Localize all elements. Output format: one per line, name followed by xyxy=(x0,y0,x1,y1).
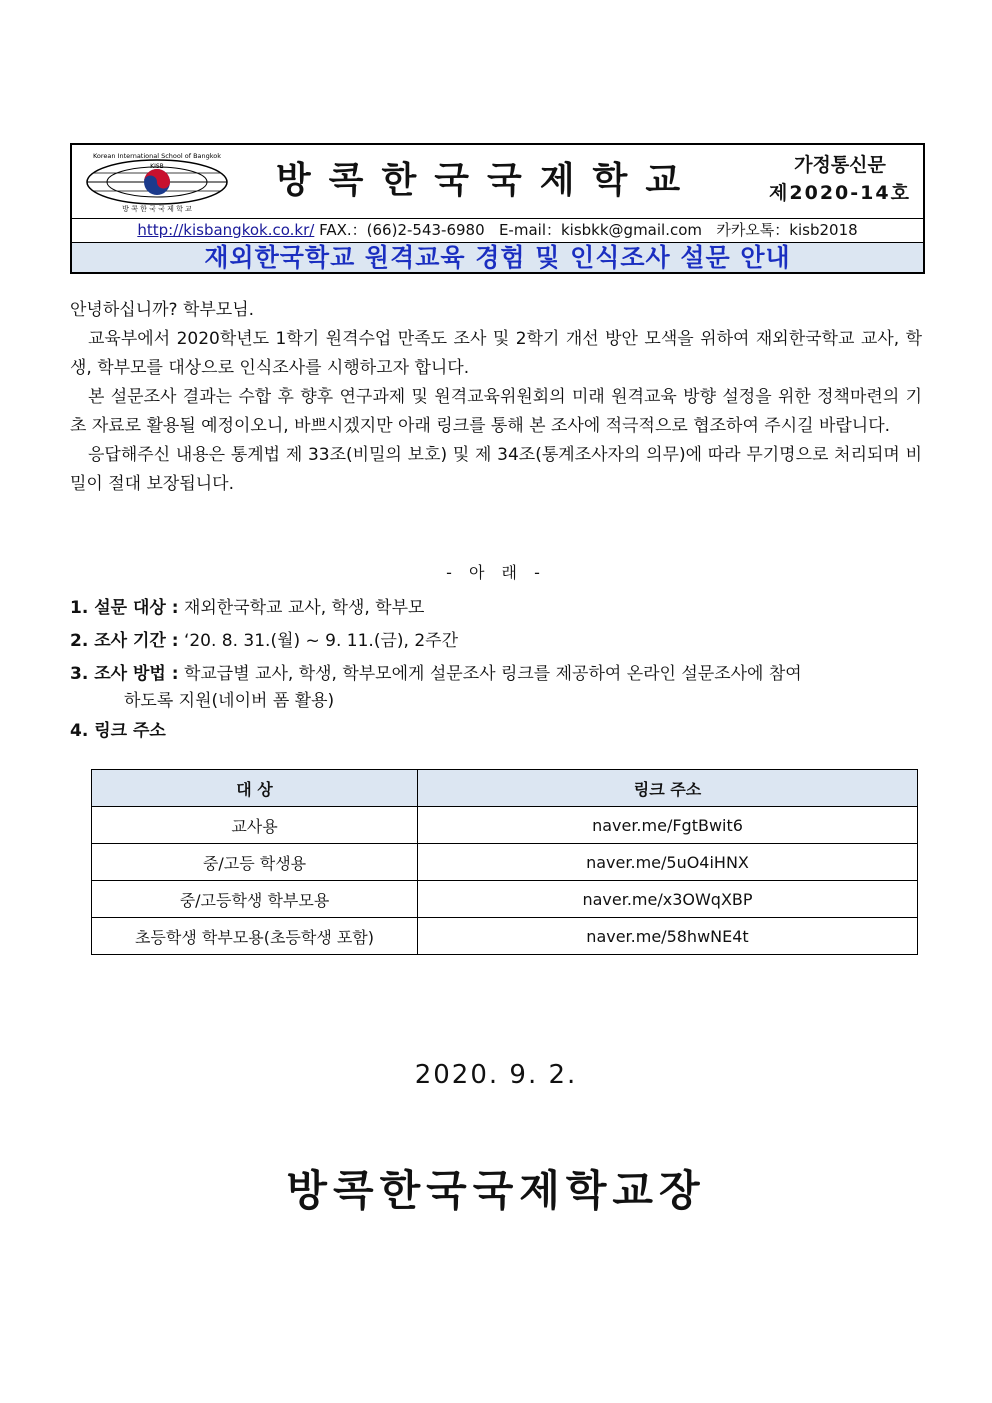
paragraph-3: 응답해주신 내용은 통계법 제 33조(비밀의 보호) 및 제 34조(통계조사자의 의무)에 따라 무기명으로 처리되며 비밀이 절대 보장됩니다. xyxy=(70,445,922,494)
letterhead xyxy=(70,143,925,274)
link-table xyxy=(91,769,918,955)
svg-text:방 콕 한 국 국 제 학 교: 방 콕 한 국 국 제 학 교 xyxy=(122,205,192,213)
target-cell: 교사용 xyxy=(92,807,418,844)
email: E-mail：kisbkk@gmail.com xyxy=(498,221,703,239)
greeting: 안녕하십니까? 학부모님. xyxy=(70,300,255,320)
item-text: 재외한국학교 교사, 학생, 학부모 xyxy=(183,598,425,618)
letterhead-top xyxy=(72,145,923,219)
list-item xyxy=(70,625,922,658)
principal-signature: 방콕한국국제학교장 xyxy=(286,1166,706,1215)
item-label: 3. 조사 방법 : xyxy=(70,664,179,684)
item-label: 1. 설문 대상 : xyxy=(70,598,179,618)
ah-marker: - 아 래 - xyxy=(446,563,546,582)
letter-body xyxy=(70,296,922,499)
list-item xyxy=(70,658,922,715)
target-cell: 초등학생 학부모용(초등학생 포함) xyxy=(92,918,418,955)
contact-line xyxy=(72,218,923,243)
paragraph-1: 교육부에서 2020학년도 1학기 원격수업 만족도 조사 및 2학기 개선 방안 모색을 위하여 재외한국학교 교사, 학생, 학부모를 대상으로 인식조사를 시행하고자 합니다. xyxy=(70,329,922,378)
issue-date: 2020. 9. 2. xyxy=(414,1060,578,1090)
target-cell: 중/고등 학생용 xyxy=(92,844,418,881)
target-cell: 중/고등학생 학부모용 xyxy=(92,881,418,918)
fax: FAX.：(66)2-543-6980 xyxy=(319,221,485,239)
table-row xyxy=(92,844,918,881)
link-cell[interactable]: naver.me/FgtBwit6 xyxy=(418,807,918,844)
table-row xyxy=(92,918,918,955)
svg-text:KISB: KISB xyxy=(150,163,164,170)
link-cell[interactable]: naver.me/5uO4iHNX xyxy=(418,844,918,881)
notice-title: 재외한국학교 원격교육 경험 및 인식조사 설문 안내 xyxy=(72,243,923,272)
svg-text:Korean International School of: Korean International School of Bangkok xyxy=(92,152,222,160)
list-item xyxy=(70,592,922,625)
kakao: 카카오톡：kisb2018 xyxy=(716,221,858,239)
header-target: 대 상 xyxy=(92,770,418,807)
item-label: 2. 조사 기간 : xyxy=(70,631,179,651)
list-item xyxy=(70,715,922,748)
newsletter-info xyxy=(765,151,915,207)
item-continuation: 하도록 지원(네이버 폼 활용) xyxy=(124,691,335,711)
school-name: 방콕한국국제학교 xyxy=(275,160,699,201)
table-header-row xyxy=(92,770,918,807)
table-row xyxy=(92,807,918,844)
header-link: 링크 주소 xyxy=(418,770,918,807)
link-cell[interactable]: naver.me/58hwNE4t xyxy=(418,918,918,955)
link-cell[interactable]: naver.me/x3OWqXBP xyxy=(418,881,918,918)
item-text: ‘20. 8. 31.(월) ~ 9. 11.(금), 2주간 xyxy=(183,631,458,651)
details-list xyxy=(70,592,922,748)
table-row xyxy=(92,881,918,918)
website-link[interactable]: http://kisbangkok.co.kr/ xyxy=(137,221,315,239)
item-label: 4. 링크 주소 xyxy=(70,721,166,741)
newsletter-label: 가정통신문 xyxy=(794,154,886,176)
paragraph-2: 본 설문조사 결과는 수합 후 향후 연구과제 및 원격교육위원회의 미래 원격교육 방향 설정을 위한 정책마련의 기초 자료로 활용될 예정이오니, 바쁘시겠지만 아래 링크를 통해 본 조사에 적극적으로 협조하여 주시길 바랍니다. xyxy=(70,387,922,436)
issue-number: 제2020-14호 xyxy=(769,182,911,204)
item-text: 학교급별 교사, 학생, 학부모에게 설문조사 링크를 제공하여 온라인 설문조사에 참여 xyxy=(183,664,802,684)
school-logo xyxy=(82,149,232,213)
